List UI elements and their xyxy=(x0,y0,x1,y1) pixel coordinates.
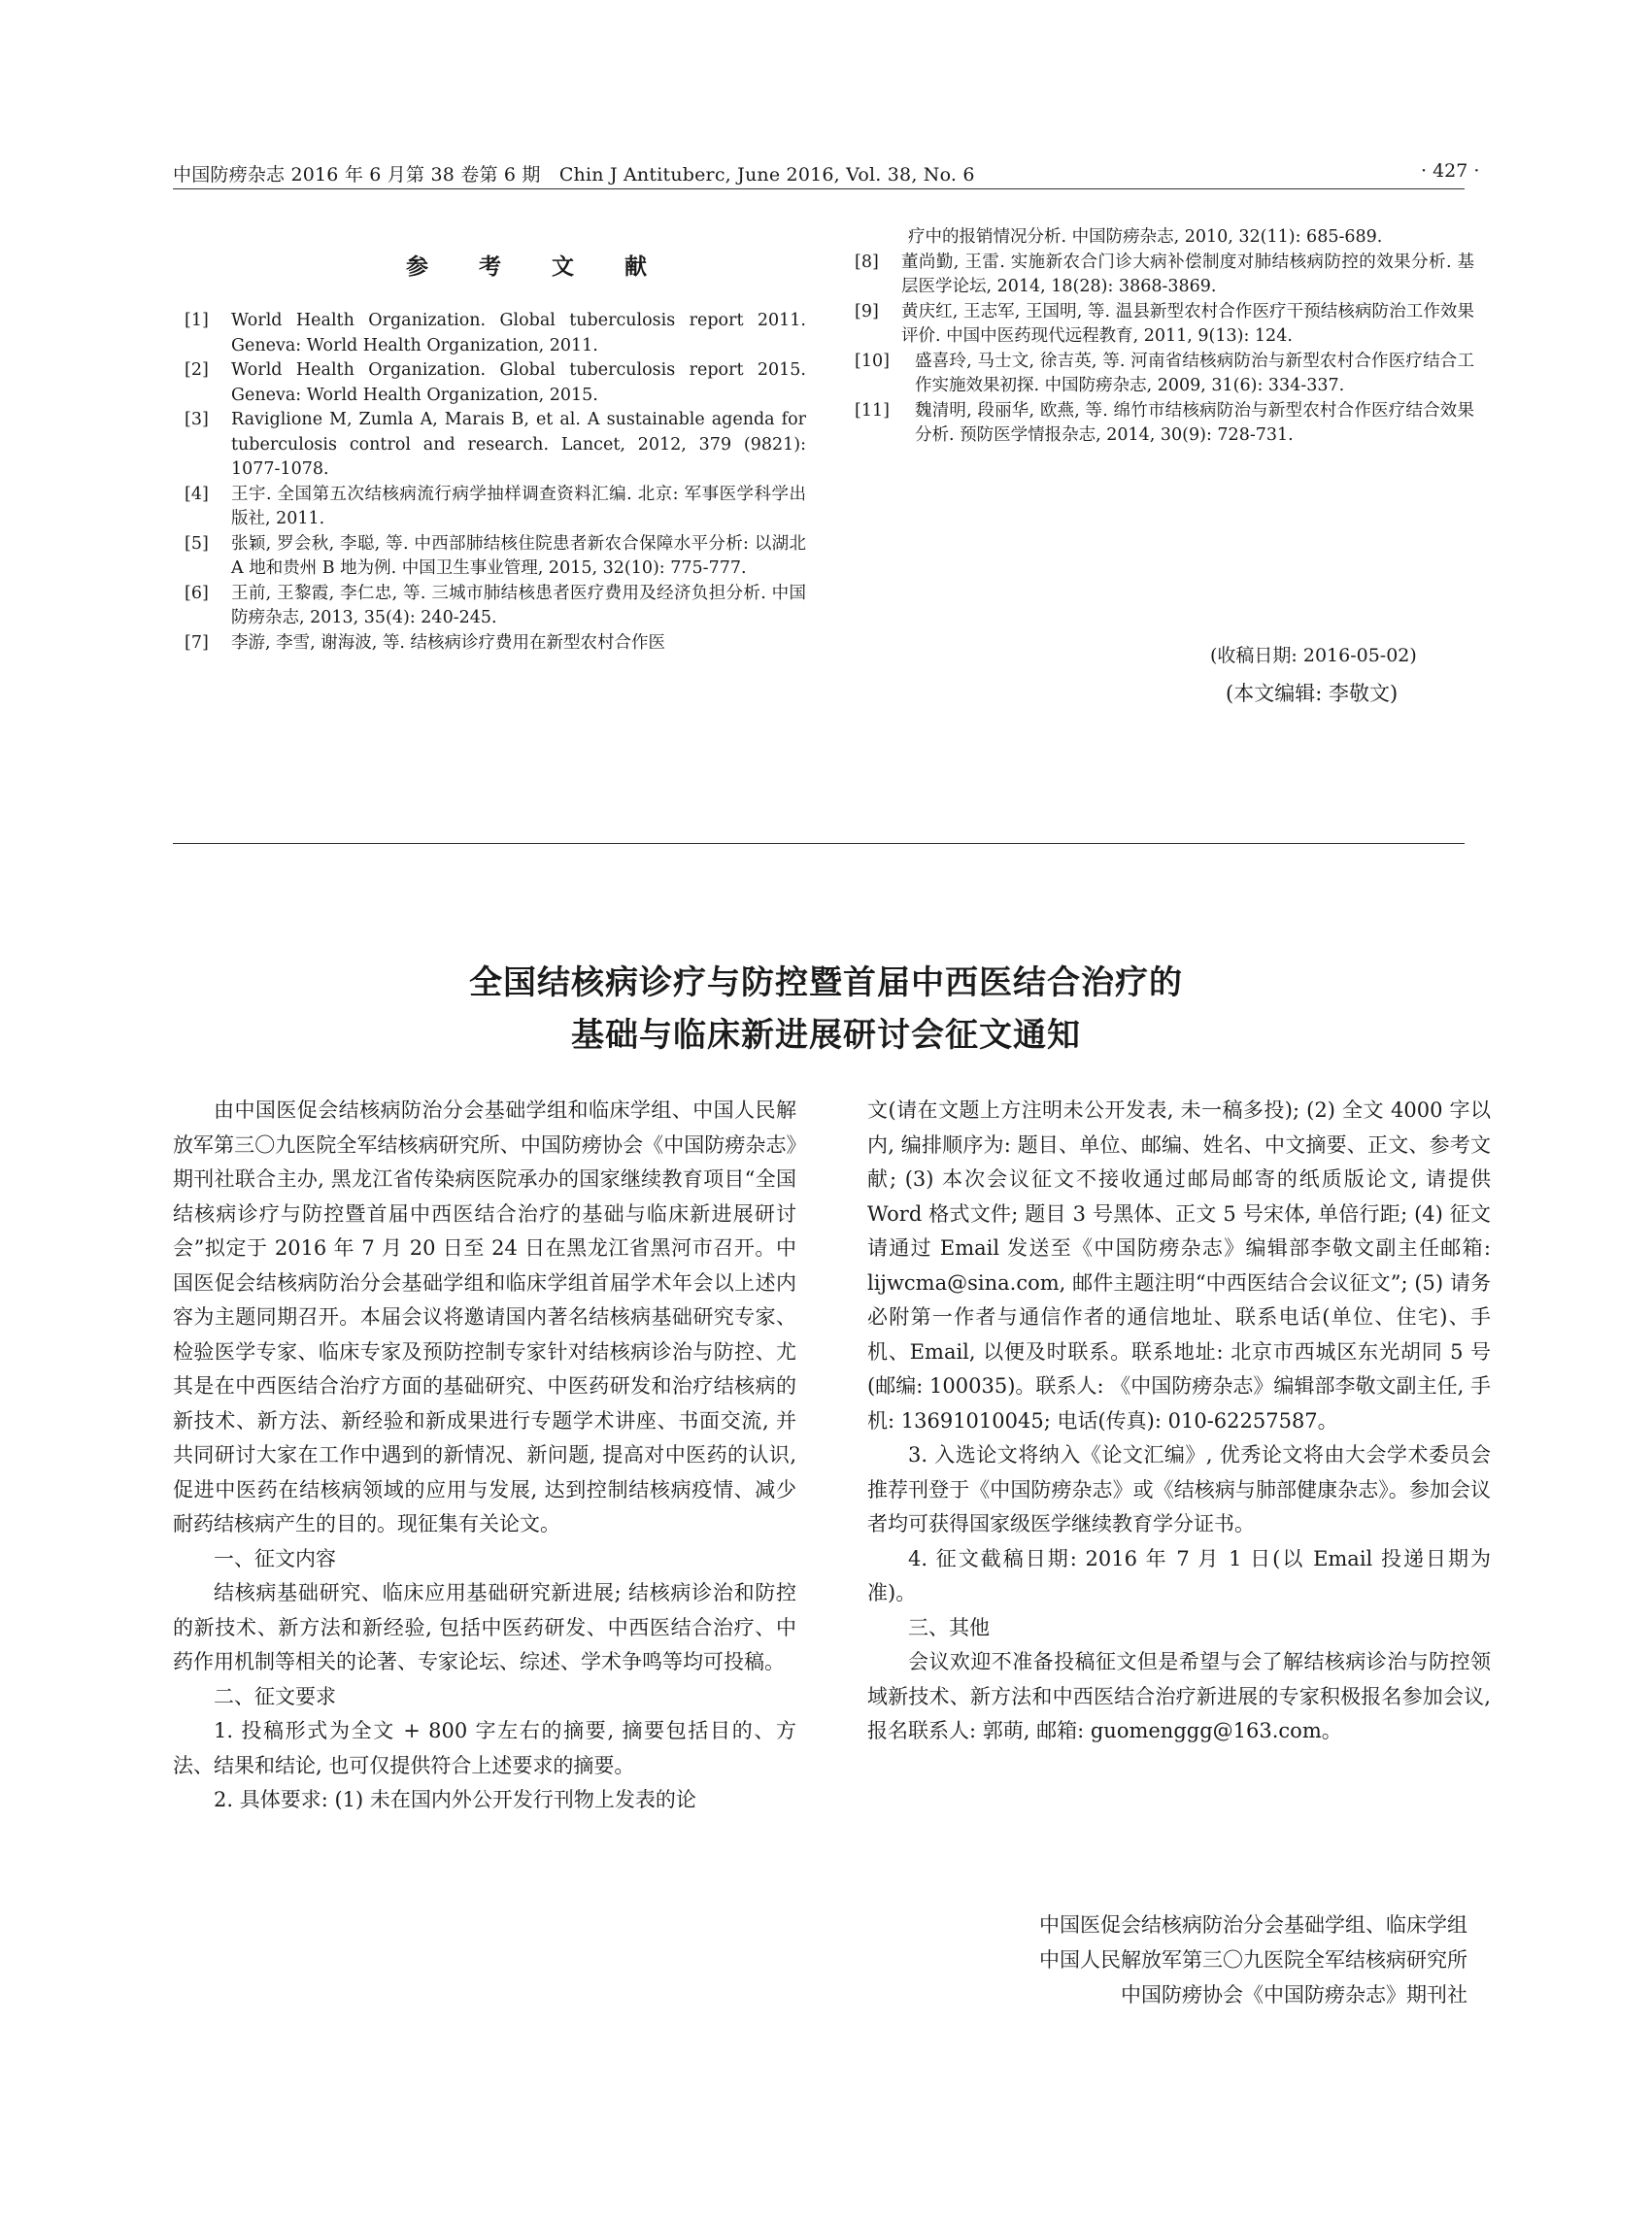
signature-line: 中国防痨协会《中国防痨杂志》期刊社 xyxy=(1121,1983,1467,2007)
reference-number: [1] xyxy=(185,311,209,330)
reference-number: [10] xyxy=(855,351,890,371)
reference-number: [9] xyxy=(855,301,879,321)
reference-item xyxy=(855,300,1474,350)
notice-intro-paragraph: 由中国医促会结核病防治分会基础学组和临床学组、中国人民解放军第三〇九医院全军结核病研究所、中国防痨协会《中国防痨杂志》期刊社联合主办, 黑龙江省传染病医院承办的国家继续教育项目“全国结核病诊疗与防控暨首届中西医结合治疗的基础与临床新进展研讨会”拟定于 2016 年 7 月 20 日至 24 日在黑龙江省黑河市召开。中国医促会结核病防治分会基础学组和临床学组首届学术年会以上述内容为主题同期召开。本届会议将邀请国内著名结核病基础研究专家、检验医学专家、临床专家及预防控制专家针对结核病诊治与防控、尤其是在中西医结合治疗方面的基础研究、中医药研发和治疗结核病的新技术、新方法、新经验和新成果进行专题学术讲座、书面交流, 并共同研讨大家在工作中遇到的新情况、新问题, 提高对中医药的认识, 促进中医药在结核病领域的应用与发展, 达到控制结核病疫情、减少耐药结核病产生的目的。现征集有关论文。 xyxy=(173,1098,796,1535)
reference-number: [2] xyxy=(185,360,209,380)
content-paragraph: 结核病基础研究、临床应用基础研究新进展; 结核病诊治和防控的新技术、新方法和新经验, 包括中医药研发、中西医结合治疗、中药作用机制等相关的论著、专家论坛、综述、学术争鸣等均可投稿。 xyxy=(173,1581,796,1673)
reference-number: [3] xyxy=(185,410,209,429)
reference-item xyxy=(185,483,806,532)
notice-left-column xyxy=(173,1094,796,1818)
reference-text: 张颖, 罗会秋, 李聪, 等. 中西部肺结核住院患者新农合保障水平分析: 以湖北 A 地和贵州 B 地为例. 中国卫生事业管理, 2015, 32(10): 775-777. xyxy=(231,533,806,578)
notice-right-column xyxy=(867,1094,1491,1749)
requirement-1: 1. 投稿形式为全文 + 800 字左右的摘要, 摘要包括目的、方法、结果和结论, 也可仅提供符合上述要求的摘要。 xyxy=(173,1719,796,1777)
section-heading-other: 三、其他 xyxy=(908,1615,990,1639)
reference-item xyxy=(185,582,806,631)
reference-text: 黄庆红, 王志军, 王国明, 等. 温县新型农村合作医疗干预结核病防治工作效果评价. 中国中医药现代远程教育, 2011, 9(13): 124. xyxy=(901,301,1474,346)
reference-number: [8] xyxy=(855,252,879,272)
reference-item xyxy=(855,350,1474,399)
requirement-4: 4. 征文截稿日期: 2016 年 7 月 1 日(以 Email 投递日期为准)。 xyxy=(867,1546,1491,1604)
reference-item xyxy=(185,408,806,483)
requirement-3: 3. 入选论文将纳入《论文汇编》, 优秀论文将由大会学术委员会推荐刊登于《中国防痨杂志》或《结核病与肺部健康杂志》。参加会议者均可获得国家级医学继续教育学分证书。 xyxy=(867,1443,1491,1535)
section-heading-requirements: 二、征文要求 xyxy=(214,1684,336,1708)
reference-item xyxy=(185,309,806,358)
page-number: · 427 · xyxy=(1421,160,1480,182)
reference-text: 盛喜玲, 马士文, 徐吉英, 等. 河南省结核病防治与新型农村合作医疗结合工作实施效果初探. 中国防痨杂志, 2009, 31(6): 334-337. xyxy=(915,351,1474,395)
reference-number: [4] xyxy=(185,484,209,504)
references-left-column xyxy=(185,309,806,656)
reference-text: 李游, 李雪, 谢海波, 等. 结核病诊疗费用在新型农村合作医 xyxy=(231,632,666,653)
references-title: 参 考 文 献 xyxy=(406,253,669,280)
received-date: (收稿日期: 2016-05-02) xyxy=(1210,645,1417,666)
section-divider xyxy=(173,843,1465,844)
reference-continuation: 疗中的报销情况分析. 中国防痨杂志, 2010, 32(11): 685-689. xyxy=(908,227,1383,247)
reference-number: [6] xyxy=(185,583,209,603)
reference-text: 王宇. 全国第五次结核病流行病学抽样调查资料汇编. 北京: 军事医学科学出版社, 2011. xyxy=(231,484,806,528)
reference-text: Raviglione M, Zumla A, Marais B, et al. A sustainable agenda for tuberculosis control and research. Lancet, 2012, 379 (9821): 1077-1078. xyxy=(231,410,806,479)
reference-item xyxy=(855,399,1474,449)
other-paragraph: 会议欢迎不准备投稿征文但是希望与会了解结核病诊治与防控领域新技术、新方法和中西医结合治疗新进展的专家积极报名参加会议, 报名联系人: 郭萌, 邮箱: guomenggg@163.com。 xyxy=(867,1650,1491,1742)
running-header: 中国防痨杂志 2016 年 6 月第 38 卷第 6 期 Chin J Antituberc, June 2016, Vol. 38, No. 6 xyxy=(173,164,975,186)
signature-block xyxy=(1039,1907,1467,2012)
article-editor: (本文编辑: 李敬文) xyxy=(1226,682,1399,705)
reference-item xyxy=(855,251,1474,300)
section-heading-content: 一、征文内容 xyxy=(214,1546,336,1570)
notice-title-line-2: 基础与临床新进展研讨会征文通知 xyxy=(571,1016,1081,1055)
reference-item xyxy=(185,631,806,657)
requirement-2: 2. 具体要求: (1) 未在国内外公开发行刊物上发表的论 xyxy=(214,1788,696,1811)
signature-line: 中国人民解放军第三〇九医院全军结核病研究所 xyxy=(1039,1948,1467,1972)
signature-line: 中国医促会结核病防治分会基础学组、临床学组 xyxy=(1039,1913,1467,1937)
reference-number: [11] xyxy=(855,400,890,421)
reference-number: [7] xyxy=(185,632,209,653)
header-rule xyxy=(173,188,1465,189)
reference-number: [5] xyxy=(185,533,209,554)
reference-text: World Health Organization. Global tuberculosis report 2011. Geneva: World Health Organization, 2011. xyxy=(231,311,806,355)
reference-item xyxy=(185,532,806,582)
requirement-2-continued: 文(请在文题上方注明未公开发表, 未一稿多投); (2) 全文 4000 字以内, 编排顺序为: 题目、单位、邮编、姓名、中文摘要、正文、参考文献; (3) 本次会议征文不接收通过邮局邮寄的纸质版论文, 请提供 Word 格式文件; 题目 3 号黑体、正文 5 号宋体, 单倍行距; (4) 征文请通过 Email 发送至《中国防痨杂志》编辑部李敬文副主任邮箱: lijwcma@sina.com, 邮件主题注明“中西医结合会议征文”; (5) 请务必附第一作者与通信作者的通信地址、联系电话(单位、住宅)、手机、Email, 以便及时联系。联系地址: 北京市西城区东光胡同 5 号(邮编: 100035)。联系人: 《中国防痨杂志》编辑部李敬文副主任, 手机: 13691010045; 电话(传真): 010-62257587。 xyxy=(867,1098,1491,1433)
reference-item xyxy=(185,358,806,408)
reference-text: World Health Organization. Global tuberculosis report 2015. Geneva: World Health Organization, 2015. xyxy=(231,360,806,405)
reference-text: 王前, 王黎霞, 李仁忠, 等. 三城市肺结核患者医疗费用及经济负担分析. 中国防痨杂志, 2013, 35(4): 240-245. xyxy=(231,583,806,627)
reference-text: 董尚勤, 王雷. 实施新农合门诊大病补偿制度对肺结核病防控的效果分析. 基层医学论坛, 2014, 18(28): 3868-3869. xyxy=(901,252,1474,296)
references-right-column xyxy=(855,225,1474,449)
notice-title-line-1: 全国结核病诊疗与防控暨首届中西医结合治疗的 xyxy=(469,963,1183,1002)
reference-text: 魏清明, 段丽华, 欧燕, 等. 绵竹市结核病防治与新型农村合作医疗结合效果分析. 预防医学情报杂志, 2014, 30(9): 728-731. xyxy=(915,400,1474,445)
